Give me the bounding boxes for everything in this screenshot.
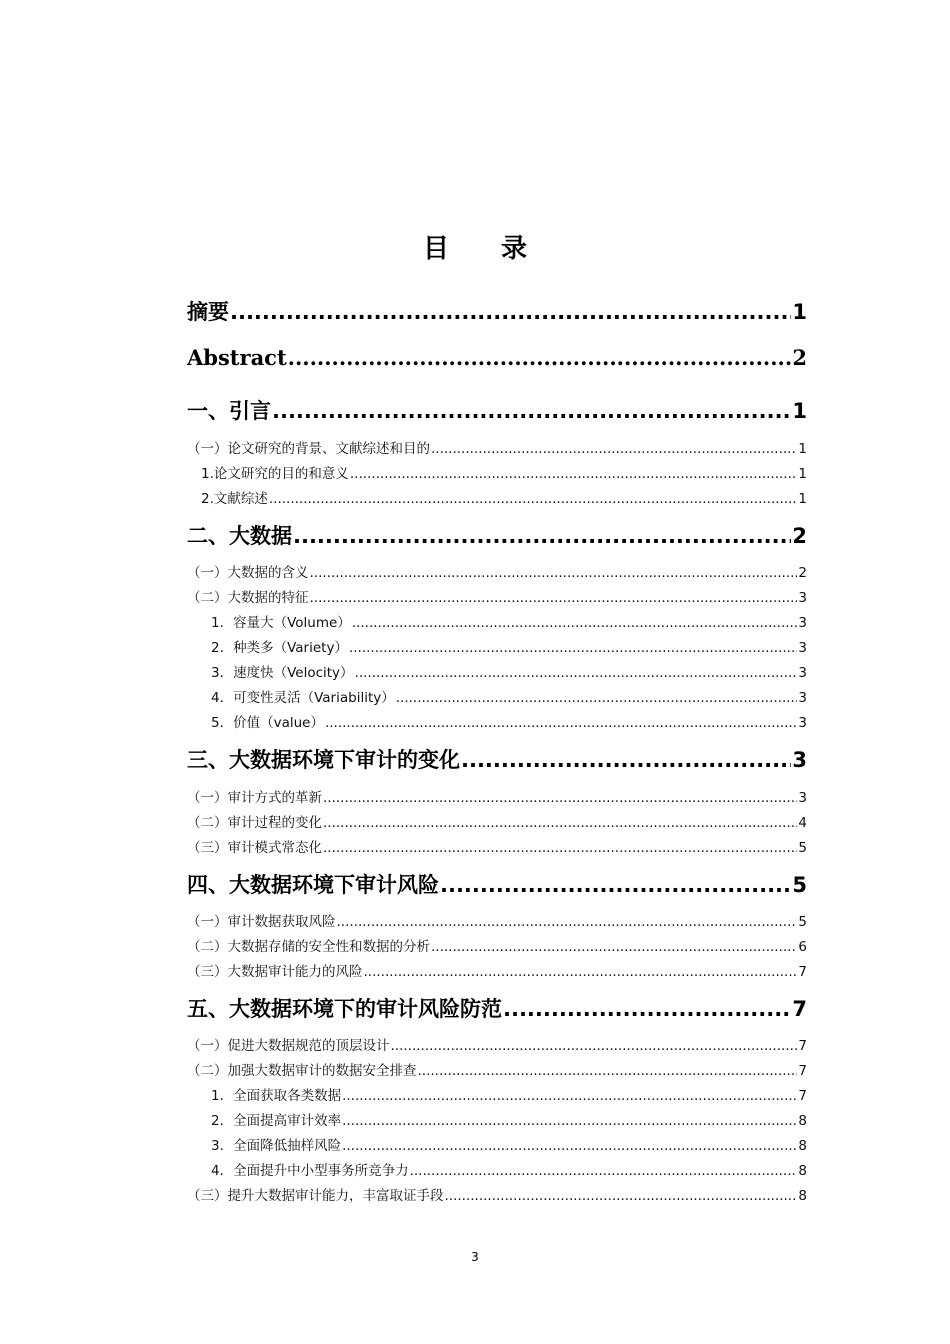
- toc-entry[interactable]: Abstract ..... 2: [187, 345, 807, 370]
- toc-title: [0, 228, 950, 265]
- toc-entry[interactable]: （二）大数据的特征 ..... 3: [187, 586, 807, 606]
- toc-entry[interactable]: （一）大数据的含义 ..... 2: [187, 561, 807, 581]
- toc-entry[interactable]: （一）审计方式的革新 ..... 3: [187, 786, 807, 806]
- toc-entry[interactable]: （一）促进大数据规范的顶层设计 ..... 7: [187, 1034, 807, 1054]
- toc-entry[interactable]: 2．种类多（Variety） ..... 3: [187, 636, 807, 656]
- toc-entry[interactable]: 1.论文研究的目的和意义 ..... 1: [187, 462, 807, 482]
- toc-entry[interactable]: （二）审计过程的变化 ..... 4: [187, 811, 807, 831]
- toc-title-char-2: 录: [501, 234, 528, 264]
- toc-title-char-1: 目: [422, 234, 449, 264]
- toc-entry[interactable]: （三）大数据审计能力的风险 ..... 7: [187, 960, 807, 980]
- toc-entry[interactable]: 二、大数据 ..... 2: [187, 520, 807, 550]
- toc-entry[interactable]: 3．全面降低抽样风险 ..... 8: [187, 1134, 807, 1154]
- toc-entry[interactable]: 四、大数据环境下审计风险 ..... 5: [187, 869, 807, 899]
- toc-entry[interactable]: 5．价值（value） ..... 3: [187, 711, 807, 731]
- toc-entry[interactable]: 3．速度快（Velocity） ..... 3: [187, 661, 807, 681]
- toc-entry[interactable]: 2．全面提高审计效率 ..... 8: [187, 1109, 807, 1129]
- toc-entry[interactable]: 2.文献综述 ..... 1: [187, 487, 807, 507]
- toc-entry[interactable]: 1．全面获取各类数据 ..... 7: [187, 1084, 807, 1104]
- toc-entry[interactable]: （三）提升大数据审计能力，丰富取证手段 ..... 8: [187, 1184, 807, 1204]
- toc-entry[interactable]: 一、引言 ..... 1: [187, 395, 807, 425]
- toc-entry[interactable]: （一）论文研究的背景、文献综述和目的 ..... 1: [187, 437, 807, 457]
- toc-entry[interactable]: 三、大数据环境下审计的变化 ..... 3: [187, 744, 807, 774]
- toc-entry[interactable]: （二）大数据存储的安全性和数据的分析 ..... 6: [187, 935, 807, 955]
- toc-entry[interactable]: （三）审计模式常态化 ..... 5: [187, 836, 807, 856]
- toc-entry[interactable]: （一）审计数据获取风险 ..... 5: [187, 910, 807, 930]
- page-number: 3: [471, 1250, 479, 1264]
- toc-entry[interactable]: 4．可变性灵活（Variability） ..... 3: [187, 686, 807, 706]
- toc-entry[interactable]: 摘要 ..... 1: [187, 296, 807, 326]
- toc-entry[interactable]: 五、大数据环境下的审计风险防范 ..... 7: [187, 993, 807, 1023]
- toc-entry[interactable]: 1．容量大（Volume） ..... 3: [187, 611, 807, 631]
- toc-entry[interactable]: （二）加强大数据审计的数据安全排查 ..... 7: [187, 1059, 807, 1079]
- toc-entry[interactable]: 4．全面提升中小型事务所竞争力 ..... 8: [187, 1159, 807, 1179]
